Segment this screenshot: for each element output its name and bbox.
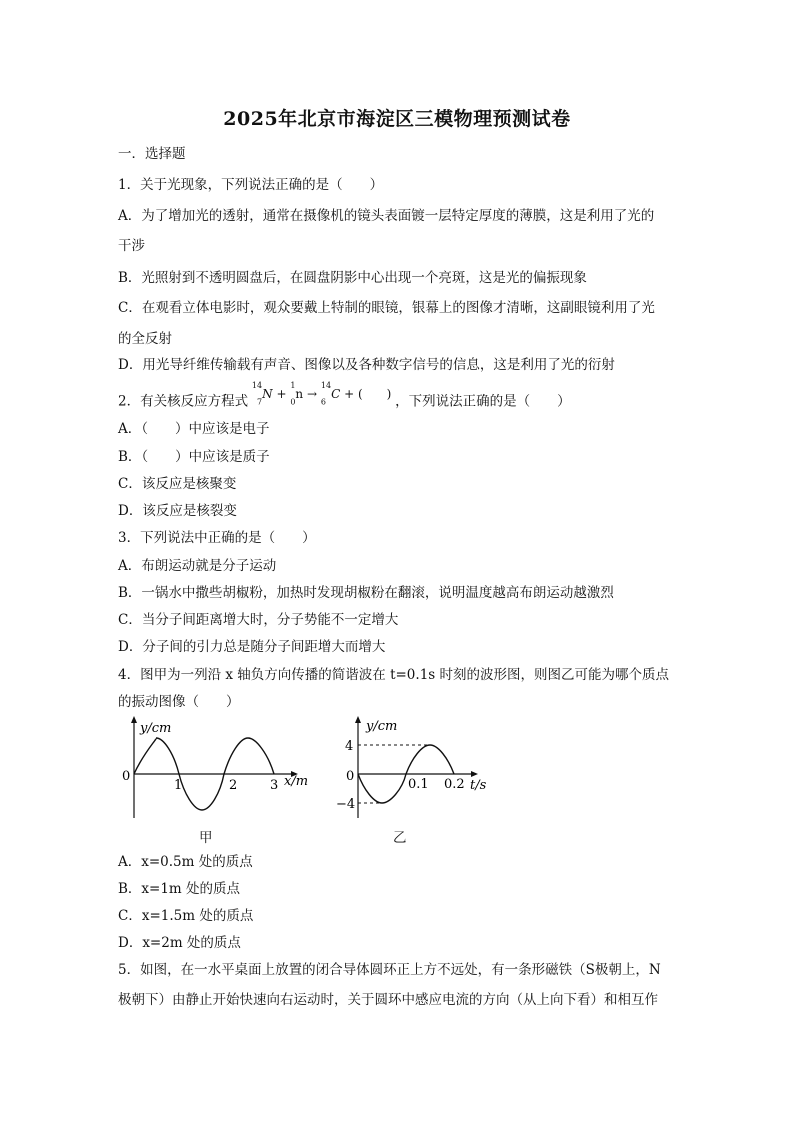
page-title: 2025年北京市海淀区三模物理预测试卷 — [223, 108, 571, 130]
q1-option-a-cont: 干涉 — [118, 238, 145, 254]
arrow-icon: → — [306, 386, 318, 401]
jia-tick-2: 2 — [229, 778, 238, 793]
q5-stem-cont: 极朝下）由静止开始快速向右运动时，关于圆环中感应电流的方向（从上向下看）和相互作 — [118, 992, 658, 1008]
jia-caption: 甲 — [199, 830, 213, 846]
yi-xlabel: t/s — [470, 778, 487, 793]
q2-stem-start: 2．有关核反应方程式 — [118, 393, 249, 410]
jia-y-arrow-icon — [131, 716, 137, 723]
q1-option-c-cont: 的全反射 — [118, 331, 172, 347]
q1-stem: 1．关于光现象，下列说法正确的是（ ） — [118, 177, 384, 193]
jia-origin: 0 — [122, 769, 131, 784]
jia-ylabel: y/cm — [140, 721, 172, 736]
q3-option-a: A．布朗运动就是分子运动 — [118, 558, 277, 574]
yi-caption: 乙 — [393, 830, 407, 846]
q2-option-a: A．（ ）中应该是电子 — [118, 421, 270, 437]
q4-stem-cont: 的振动图像（ ） — [118, 694, 240, 710]
neutron-symbol: n — [295, 386, 304, 401]
yi-origin: 0 — [346, 769, 355, 784]
yi-tick-01: 0.1 — [408, 777, 429, 792]
c-symbol: C — [331, 386, 341, 401]
yi-x-arrow-icon — [471, 771, 478, 777]
yi-ytick-neg4: −4 — [336, 797, 356, 812]
n-symbol: N — [262, 386, 273, 401]
q2-option-d: D．该反应是核裂变 — [118, 503, 237, 519]
yi-ytick-4: 4 — [345, 739, 354, 754]
section-heading: 一．选择题 — [118, 146, 186, 162]
q4-stem: 4．图甲为一列沿 x 轴负方向传播的简谐波在 t=0.1s 时刻的波形图，则图乙可能为哪个质点 — [118, 667, 670, 683]
c-charge: 6 — [320, 397, 326, 407]
q1-option-c: C．在观看立体电影时，观众要戴上特制的眼镜，银幕上的图像才清晰，这副眼镜利用了光 — [118, 300, 655, 316]
plus-sign: + — [276, 386, 287, 401]
wave-graph-jia — [118, 714, 318, 824]
yi-tick-02: 0.2 — [444, 777, 465, 792]
formula-blank: ( ) — [357, 386, 392, 401]
vibration-graph-yi — [330, 714, 500, 824]
q4-option-a: A．x=0.5m 处的质点 — [118, 854, 253, 870]
q4-option-d: D．x=2m 处的质点 — [118, 935, 241, 951]
q2-stem — [118, 381, 680, 414]
q3-stem: 3．下列说法中正确的是（ ） — [118, 530, 316, 546]
neutron-mass: 1 — [290, 381, 296, 390]
q1-option-b: B．光照射到不透明圆盘后，在圆盘阴影中心出现一个亮斑，这是光的偏振现象 — [118, 270, 587, 286]
q4-option-b: B．x=1m 处的质点 — [118, 881, 241, 897]
yi-ylabel: y/cm — [366, 719, 398, 734]
q3-option-b: B．一锅水中撒些胡椒粉，加热时发现胡椒粉在翻滚，说明温度越高布朗运动越激烈 — [118, 585, 614, 601]
q3-option-c: C．当分子间距离增大时，分子势能不一定增大 — [118, 612, 399, 628]
q1-option-a: A．为了增加光的透射，通常在摄像机的镜头表面镀一层特定厚度的薄膜，这是利用了光的 — [118, 208, 655, 224]
plus-sign-2: + — [344, 386, 355, 401]
c-mass: 14 — [320, 381, 332, 390]
n-mass: 14 — [251, 381, 263, 390]
q3-option-d: D．分子间的引力总是随分子间距增大而增大 — [118, 639, 386, 655]
q4-option-c: C．x=1.5m 处的质点 — [118, 908, 254, 924]
jia-tick-1: 1 — [174, 778, 183, 793]
q2-option-c: C．该反应是核聚变 — [118, 476, 237, 492]
jia-tick-3: 3 — [270, 778, 279, 793]
q1-option-d: D．用光导纤维传输载有声音、图像以及各种数字信号的信息，这是利用了光的衍射 — [118, 357, 615, 373]
yi-y-arrow-icon — [355, 716, 361, 723]
q2-stem-end: ，下列说法正确的是（ ） — [395, 393, 571, 410]
jia-xlabel: x/m — [284, 774, 309, 789]
q2-option-b: B．（ ）中应该是质子 — [118, 449, 270, 465]
q5-stem: 5．如图，在一水平桌面上放置的闭合导体圆环正上方不远处，有一条形磁铁（S极朝上，N — [118, 962, 661, 978]
nuclear-equation — [248, 381, 395, 407]
neutron-charge: 0 — [290, 397, 296, 407]
n-charge: 7 — [257, 397, 263, 407]
